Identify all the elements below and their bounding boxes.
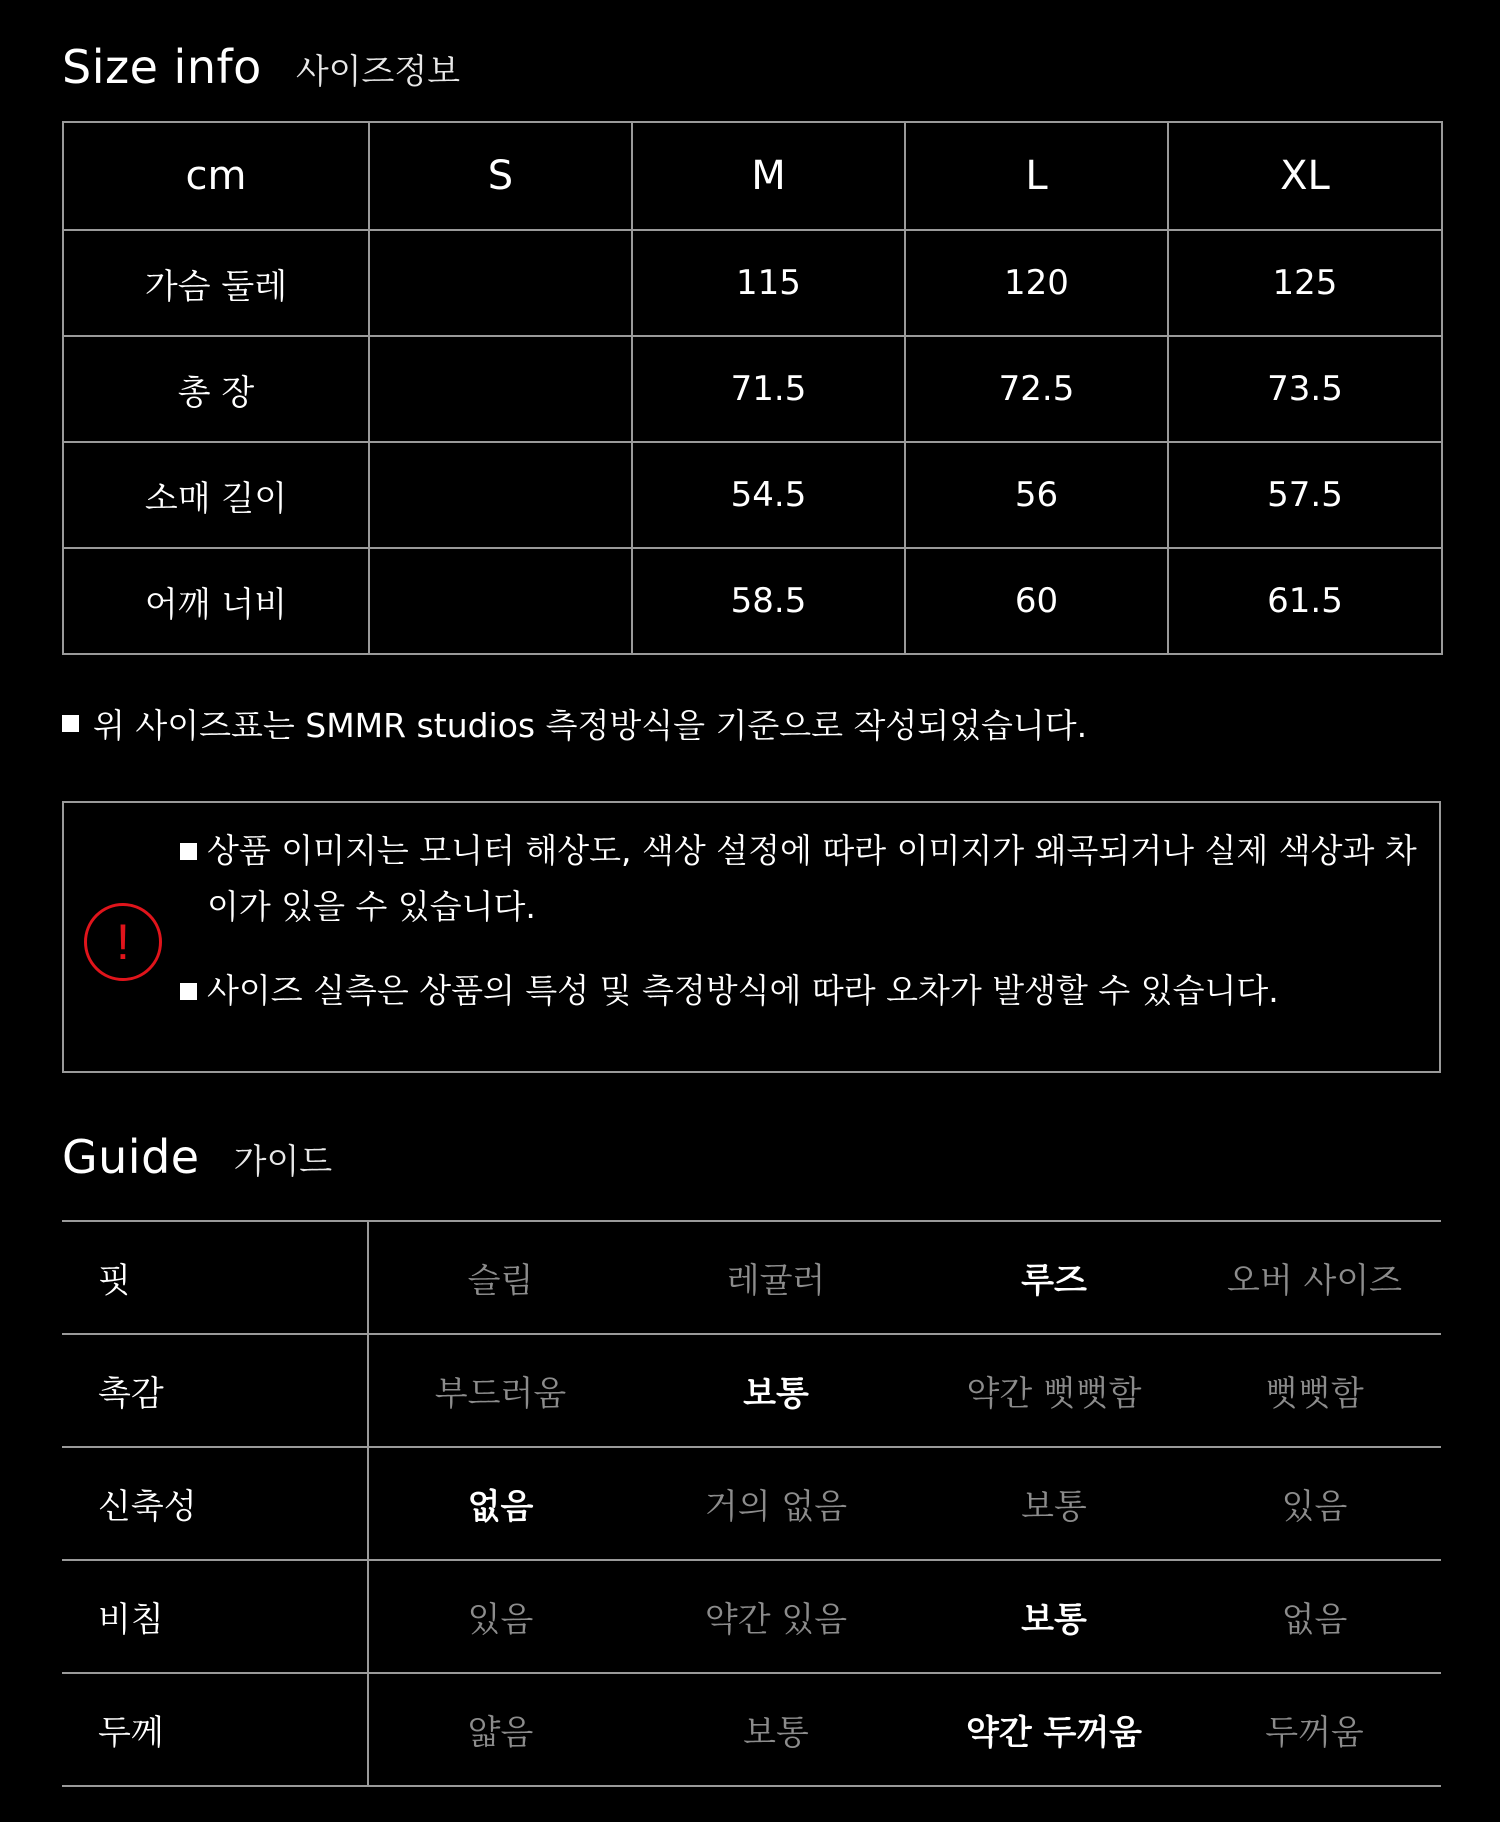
guide-row-label: 핏 (62, 1221, 368, 1334)
guide-option: 뻣뻣함 (1188, 1334, 1441, 1447)
size-row-label: 가슴 둘레 (63, 230, 369, 336)
guide-row-texture (62, 1334, 1441, 1447)
bullet-square-icon (180, 983, 197, 1000)
size-table (62, 121, 1443, 655)
size-info-title-ko: 사이즈정보 (295, 52, 461, 92)
guide-option: 얇음 (368, 1673, 632, 1786)
size-cell (369, 230, 632, 336)
guide-option-selected: 없음 (368, 1447, 632, 1560)
guide-row-label: 두께 (62, 1673, 368, 1786)
guide-option: 있음 (368, 1560, 632, 1673)
guide-row-thickness (62, 1673, 1441, 1786)
size-cell: 71.5 (632, 336, 905, 442)
guide-option: 보통 (920, 1447, 1188, 1560)
size-header-m: M (632, 122, 905, 230)
size-row-chest (63, 230, 1442, 336)
guide-title (62, 1130, 332, 1184)
guide-row-sheer (62, 1560, 1441, 1673)
size-cell: 60 (905, 548, 1168, 654)
guide-option-selected: 보통 (632, 1334, 920, 1447)
size-row-label: 총 장 (63, 336, 369, 442)
notice-item-text: 상품 이미지는 모니터 해상도, 색상 설정에 따라 이미지가 왜곡되거나 실제 색상과 차이가 있을 수 있습니다. (207, 831, 1417, 926)
bullet-square-icon (62, 715, 79, 732)
size-row-length (63, 336, 1442, 442)
guide-option: 부드러움 (368, 1334, 632, 1447)
size-header-xl: XL (1168, 122, 1442, 230)
guide-table (62, 1220, 1441, 1787)
size-cell: 61.5 (1168, 548, 1442, 654)
notice-item-text: 사이즈 실측은 상품의 특성 및 측정방식에 따라 오차가 발생할 수 있습니다. (207, 971, 1279, 1010)
size-cell: 72.5 (905, 336, 1168, 442)
guide-option: 약간 뻣뻣함 (920, 1334, 1188, 1447)
size-info-title-en: Size info (62, 40, 262, 94)
guide-option: 슬림 (368, 1221, 632, 1334)
guide-option: 두꺼움 (1188, 1673, 1441, 1786)
size-cell: 56 (905, 442, 1168, 548)
notice-box (62, 801, 1441, 1073)
guide-option-selected: 루즈 (920, 1221, 1188, 1334)
guide-row-fit (62, 1221, 1441, 1334)
size-cell (369, 442, 632, 548)
guide-option: 약간 있음 (632, 1560, 920, 1673)
guide-title-en: Guide (62, 1130, 200, 1184)
guide-title-ko: 가이드 (233, 1142, 333, 1182)
size-header-unit: cm (63, 122, 369, 230)
size-cell (369, 548, 632, 654)
size-cell (369, 336, 632, 442)
size-note-text: 위 사이즈표는 SMMR studios 측정방식을 기준으로 작성되었습니다. (93, 706, 1088, 745)
guide-row-label: 신축성 (62, 1447, 368, 1560)
size-cell: 115 (632, 230, 905, 336)
size-row-sleeve (63, 442, 1442, 548)
size-header-s: S (369, 122, 632, 230)
size-cell: 73.5 (1168, 336, 1442, 442)
guide-option-selected: 약간 두꺼움 (920, 1673, 1188, 1786)
size-note (62, 700, 1087, 747)
guide-option: 없음 (1188, 1560, 1441, 1673)
guide-row-stretch (62, 1447, 1441, 1560)
size-header-row (63, 122, 1442, 230)
exclamation-circle-icon: ! (84, 903, 162, 981)
guide-option: 있음 (1188, 1447, 1441, 1560)
size-cell: 57.5 (1168, 442, 1442, 548)
notice-item (180, 823, 1420, 935)
size-cell: 54.5 (632, 442, 905, 548)
size-cell: 58.5 (632, 548, 905, 654)
bullet-square-icon (180, 843, 197, 860)
guide-row-label: 비침 (62, 1560, 368, 1673)
guide-option: 보통 (632, 1673, 920, 1786)
guide-option: 레귤러 (632, 1221, 920, 1334)
size-row-shoulder (63, 548, 1442, 654)
notice-item (180, 963, 1420, 1019)
guide-option: 오버 사이즈 (1188, 1221, 1441, 1334)
size-row-label: 어깨 너비 (63, 548, 369, 654)
guide-row-label: 촉감 (62, 1334, 368, 1447)
size-cell: 125 (1168, 230, 1442, 336)
size-header-l: L (905, 122, 1168, 230)
size-cell: 120 (905, 230, 1168, 336)
guide-option: 거의 없음 (632, 1447, 920, 1560)
guide-option-selected: 보통 (920, 1560, 1188, 1673)
size-row-label: 소매 길이 (63, 442, 369, 548)
size-info-title (62, 40, 460, 94)
